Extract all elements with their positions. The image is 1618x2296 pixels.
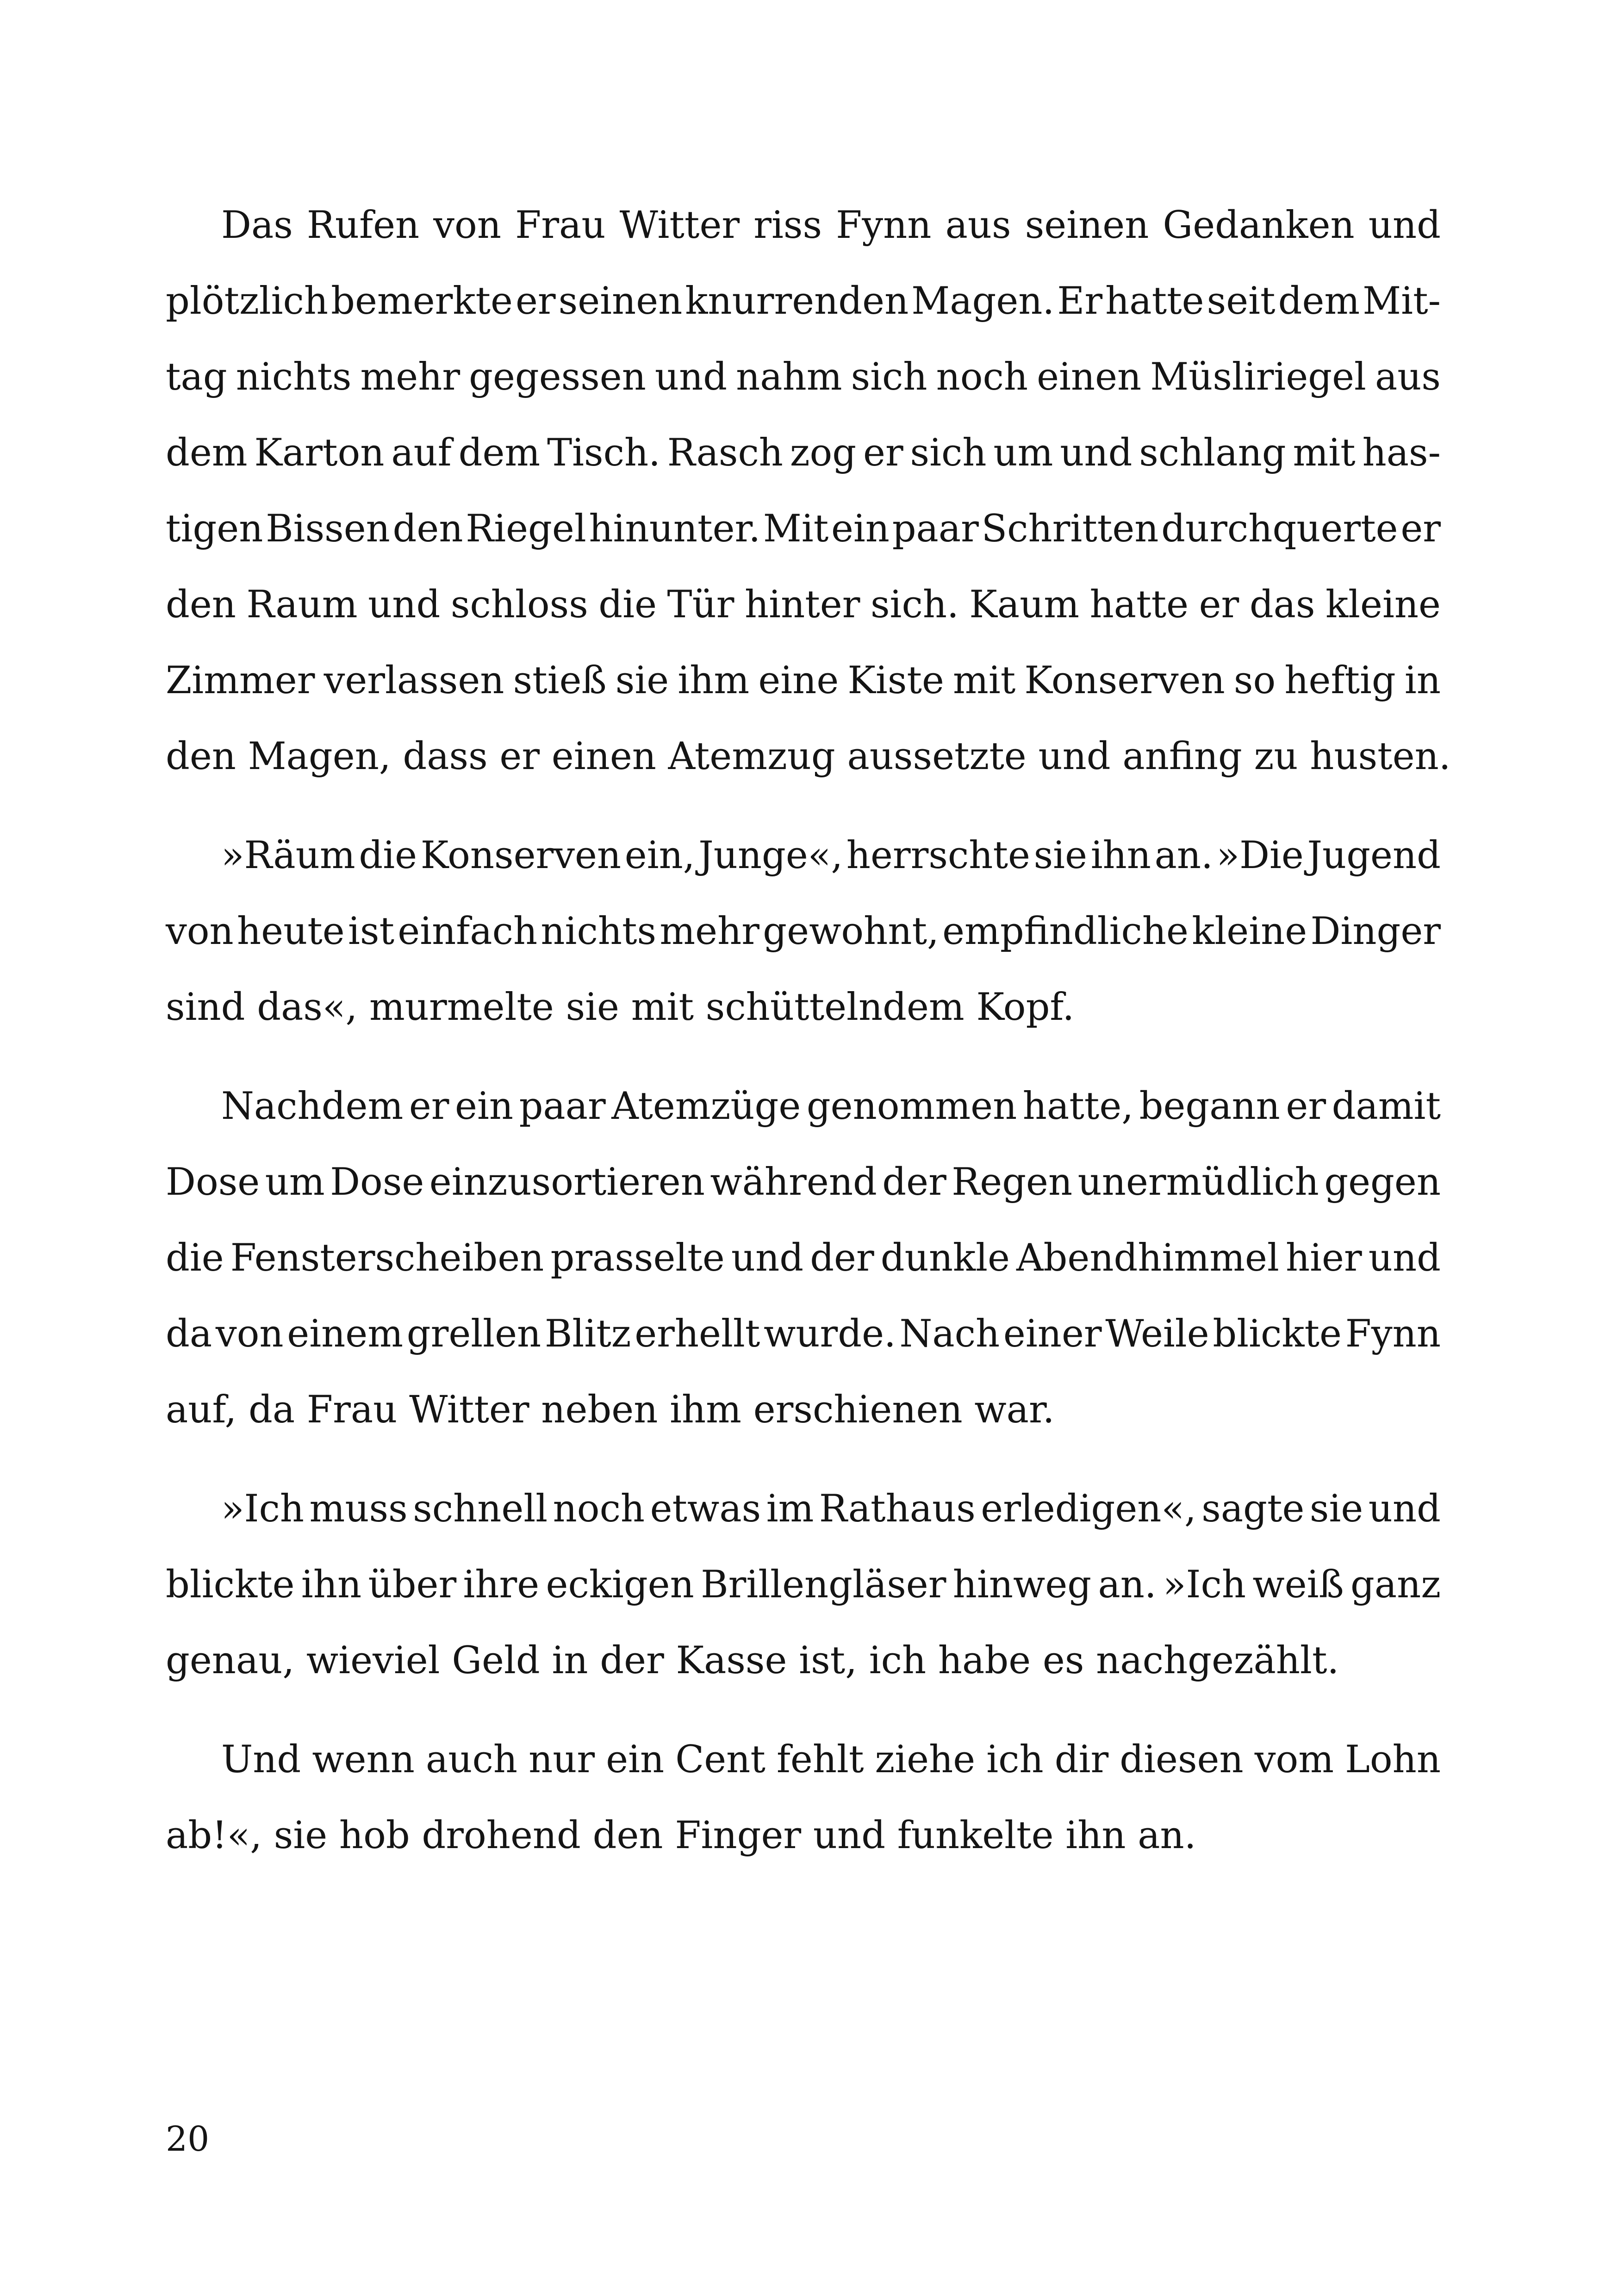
text-line: die Fensterscheiben prasselte und der dunkle Abendhimmel hier und <box>166 1236 1441 1280</box>
text-line: sind das«, murmelte sie mit schüttelndem Kopf. <box>166 986 1075 1029</box>
text-line: dem Karton auf dem Tisch. Rasch zog er sich um und schlang mit has- <box>166 431 1441 475</box>
paragraph <box>166 1722 1441 1874</box>
text-line: plötzlich bemerkte er seinen knurrenden Magen. Er hatte seit dem Mit- <box>166 279 1441 323</box>
text-line: Das Rufen von Frau Witter riss Fynn aus seinen Gedanken und <box>221 204 1441 247</box>
text-line: Und wenn auch nur ein Cent fehlt ziehe ich dir diesen vom Lohn <box>221 1738 1441 1781</box>
text-line: tag nichts mehr gegessen und nahm sich noch einen Müsliriegel aus <box>166 355 1441 399</box>
paragraph <box>166 818 1441 1045</box>
paragraph <box>166 187 1451 794</box>
page-number: 20 <box>166 2119 210 2159</box>
text-line: blickte ihn über ihre eckigen Brillengläser hinweg an. »Ich weiß ganz <box>166 1563 1441 1607</box>
paragraph <box>166 1068 1441 1448</box>
text-line: Dose um Dose einzusortieren während der Regen unermüdlich gegen <box>166 1160 1441 1204</box>
text-line: auf, da Frau Witter neben ihm erschienen war. <box>166 1388 1055 1432</box>
text-line: da von einem grellen Blitz erhellt wurde. Nach einer Weile blickte Fynn <box>166 1312 1441 1356</box>
text-line: »Räum die Konserven ein, Junge«, herrschte sie ihn an. »Die Jugend <box>221 834 1441 877</box>
text-line: den Magen, dass er einen Atemzug aussetzte und anfing zu husten. <box>166 735 1451 778</box>
text-line: den Raum und schloss die Tür hinter sich. Kaum hatte er das kleine <box>166 583 1441 627</box>
text-line: Nachdem er ein paar Atemzüge genommen hatte, begann er damit <box>221 1085 1441 1128</box>
body-text <box>166 187 1451 1897</box>
text-line: von heute ist einfach nichts mehr gewohnt, empfindliche kleine Dinger <box>166 910 1441 953</box>
text-line: ab!«, sie hob drohend den Finger und funkelte ihn an. <box>166 1814 1196 1857</box>
text-line: genau, wieviel Geld in der Kasse ist, ich habe es nachgezählt. <box>166 1639 1339 1682</box>
text-line: tigen Bissen den Riegel hinunter. Mit ein paar Schritten durchquerte er <box>166 507 1441 551</box>
paragraph <box>166 1471 1441 1699</box>
text-line: Zimmer verlassen stieß sie ihm eine Kiste mit Konserven so heftig in <box>166 659 1441 702</box>
text-line: »Ich muss schnell noch etwas im Rathaus erledigen«, sagte sie und <box>221 1487 1441 1531</box>
